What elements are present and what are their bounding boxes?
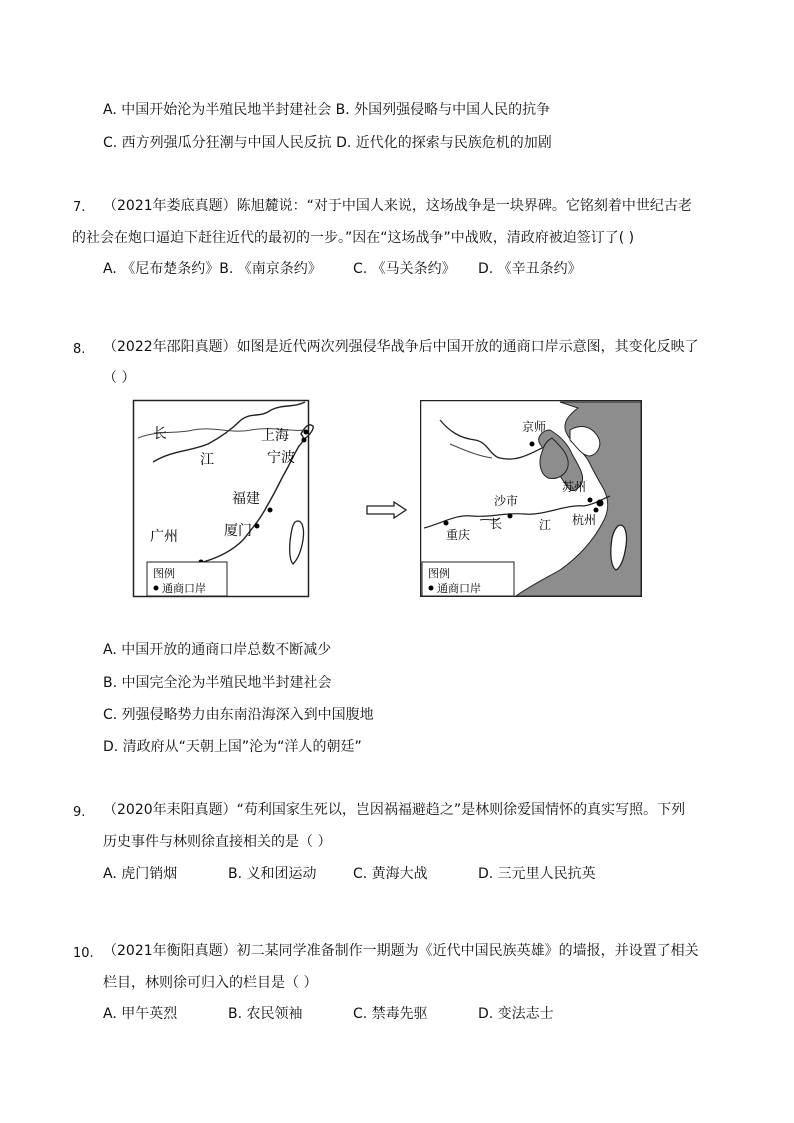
port-marker: [597, 500, 604, 507]
map-right-label-chang: 长: [490, 517, 503, 531]
q8-map-left: [133, 400, 295, 597]
q10-stem-line-2: 栏目，林则徐可归入的栏目是（ ）: [103, 975, 318, 991]
legend-port-marker: [154, 586, 159, 591]
port-marker: [594, 508, 599, 513]
port-marker: [268, 508, 273, 513]
legend-port-marker: [429, 586, 434, 591]
q8-map-right: [420, 400, 642, 597]
port-marker: [444, 521, 449, 526]
q8-option-b: B. 中国完全沦为半殖民地半封建社会: [103, 675, 332, 691]
q8-option-a: A. 中国开放的通商口岸总数不断减少: [103, 642, 332, 658]
map-right-label-hangzhou: 杭州: [572, 513, 597, 527]
q9-option-a: A. 虎门销烟: [103, 866, 178, 882]
q8-option-c: C. 列强侵略势力由东南沿海深入到中国腹地: [103, 707, 374, 723]
q7-option-d: D. 《辛丑条约》: [478, 261, 582, 277]
q10-stem-line-1: （2021年衡阳真题）初二某同学准备制作一期题为《近代中国民族英雄》的墙报，并设置了相关: [103, 943, 699, 959]
map-right-label-shashi: 沙市: [494, 494, 519, 508]
port-marker: [302, 438, 307, 443]
port-marker: [304, 430, 309, 435]
map-right-label-jingshi: 京师: [522, 420, 547, 434]
q6-options-line-1: A. 中国开始沦为半殖民地半封建社会 B. 外国列强侵略与中国人民的抗争: [103, 102, 551, 118]
map-left-label-fujian: 福建: [232, 491, 260, 507]
q8-stem-line-2: （ ）: [103, 370, 136, 386]
map-left-label-shanghai: 上海: [261, 428, 289, 444]
q6-options-line-2: C. 西方列强瓜分狂潮与中国人民反抗 D. 近代化的探索与民族危机的加剧: [103, 135, 552, 151]
q9-option-b: B. 义和团运动: [228, 866, 317, 882]
map-right-label-chongqing: 重庆: [446, 528, 471, 542]
q9-number: 9.: [73, 805, 86, 820]
map-right-legend-item: 通商口岸: [437, 582, 481, 595]
map-left-label-xiamen: 厦门: [224, 523, 252, 539]
q10-option-a: A. 甲午英烈: [103, 1006, 178, 1022]
q10-number: 10.: [73, 946, 94, 961]
q7-stem-line-1: （2021年娄底真题）陈旭麓说：“对于中国人来说，这场战争是一块界碑。它铭刻着中世纪古老: [103, 198, 692, 214]
q8-map-arrow-icon: [366, 501, 408, 519]
port-marker: [508, 514, 513, 519]
map-left-label-guangzhou: 广州: [150, 529, 178, 545]
map-left-legend-item: 通商口岸: [162, 582, 206, 595]
q7-stem-line-2: 的社会在炮口逼迫下赶往近代的最初的一步。”因在“这场战争”中战败，清政府被迫签订了( ): [72, 230, 635, 246]
q9-option-c: C. 黄海大战: [353, 866, 428, 882]
q7-option-ab: A. 《尼布楚条约》B. 《南京条约》: [103, 261, 322, 277]
q9-option-d: D. 三元里人民抗英: [478, 866, 596, 882]
port-marker: [588, 498, 593, 503]
map-right-legend-title: 图例: [428, 567, 450, 580]
port-marker: [255, 524, 260, 529]
map-left-label-ningbo: 宁波: [267, 450, 295, 466]
q8-number: 8.: [73, 342, 86, 357]
q10-option-b: B. 农民领袖: [228, 1006, 303, 1022]
port-marker: [530, 442, 535, 447]
q8-option-d: D. 清政府从“天朝上国”沦为“洋人的朝廷”: [103, 739, 362, 755]
q7-number: 7.: [73, 200, 86, 215]
q10-option-d: D. 变法志士: [478, 1006, 554, 1022]
map-left-label-chang: 长: [153, 426, 167, 442]
map-right-label-suzhou: 苏州: [562, 480, 587, 494]
q7-option-c: C. 《马关条约》: [353, 261, 456, 277]
map-left-label-jiang: 江: [200, 452, 214, 468]
q9-stem-line-1: （2020年耒阳真题）“苟利国家生死以，岂因祸福避趋之”是林则徐爱国情怀的真实写照。下列: [103, 802, 686, 818]
q10-option-c: C. 禁毒先驱: [353, 1006, 428, 1022]
q8-stem-line-1: （2022年邵阳真题）如图是近代两次列强侵华战争后中国开放的通商口岸示意图，其变化反映了: [103, 339, 699, 355]
map-right-label-jiang: 江: [539, 518, 552, 532]
q9-stem-line-2: 历史事件与林则徐直接相关的是（ ）: [103, 834, 332, 850]
map-left-legend-title: 图例: [153, 567, 175, 580]
